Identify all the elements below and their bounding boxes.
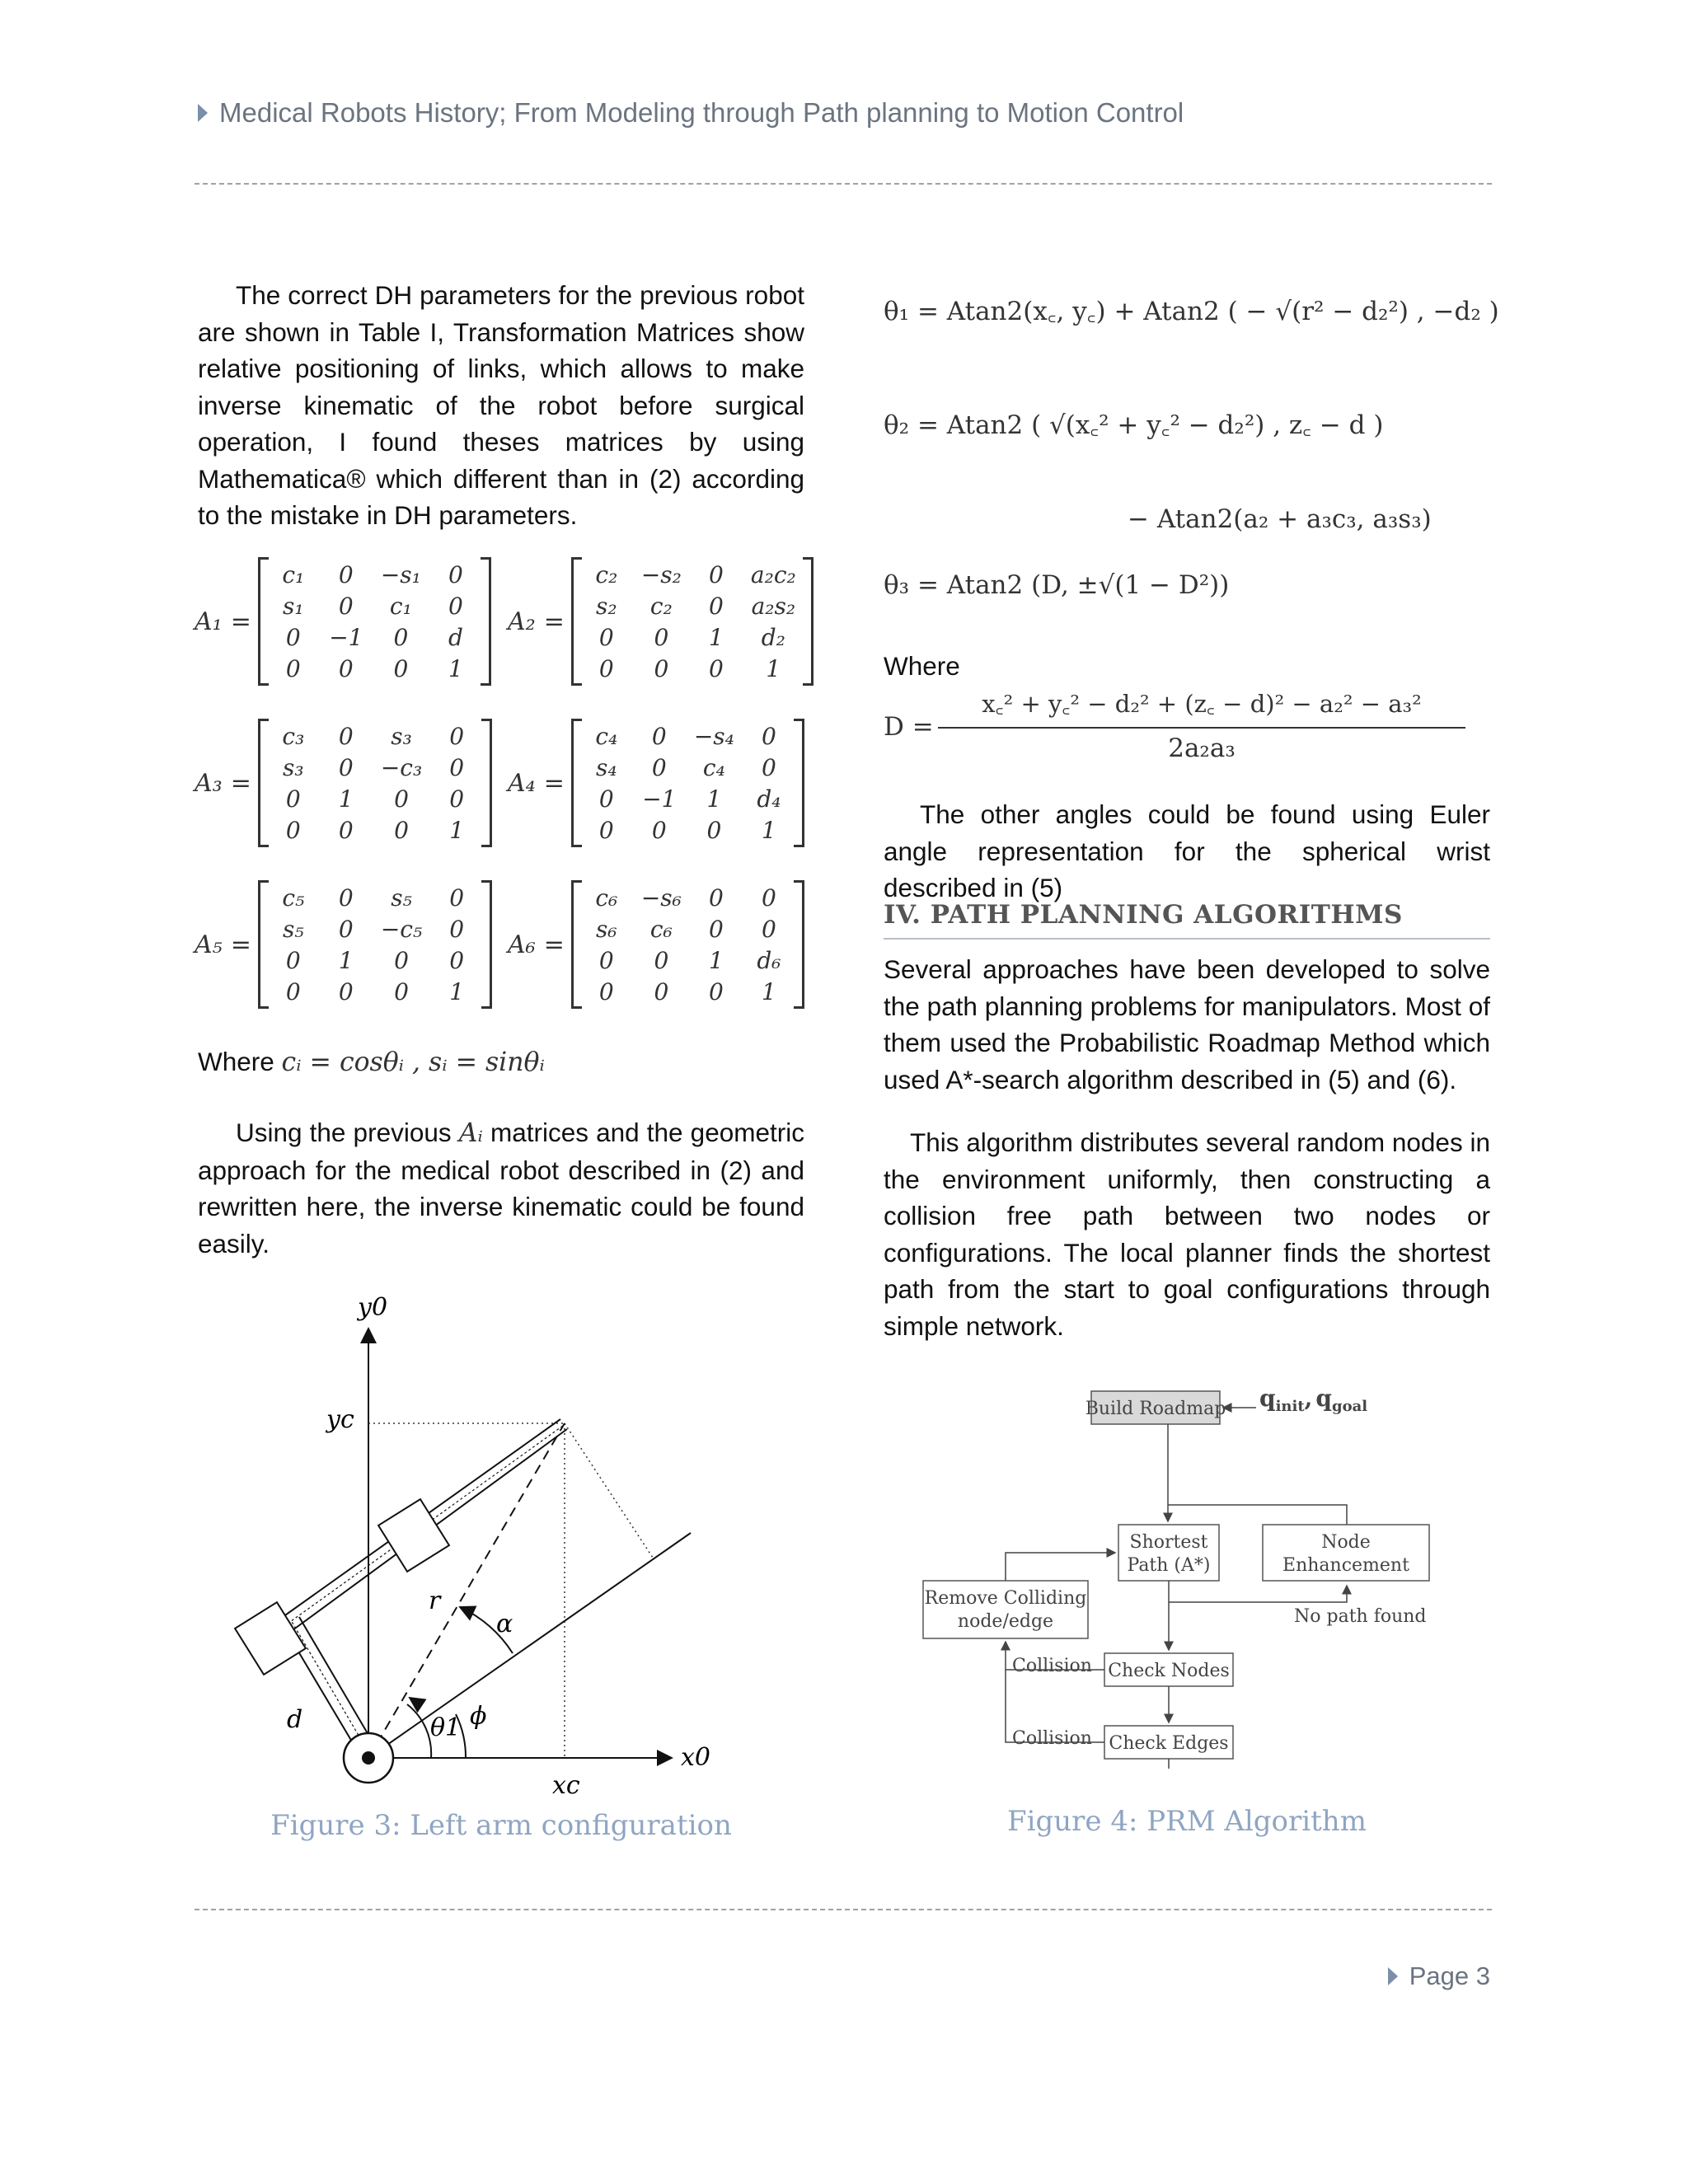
check-nodes-label: Check Nodes bbox=[1108, 1661, 1230, 1681]
matrix-name: A₁ bbox=[195, 607, 223, 636]
matrix-name: A₅ bbox=[195, 930, 223, 959]
matrix-cell: 0 bbox=[338, 816, 354, 844]
para2-start: Using the previous bbox=[236, 1118, 452, 1147]
equation-theta3: θ₃ = Atan2 (D, ±√(1 − D²)) bbox=[884, 570, 1230, 600]
matrix-cell: 0 bbox=[338, 592, 354, 620]
matrix-body bbox=[571, 557, 814, 686]
page-number-label: Page 3 bbox=[1409, 1961, 1490, 1990]
figure4-caption: Figure 4: PRM Algorithm bbox=[1007, 1805, 1367, 1838]
page-number bbox=[1388, 1961, 1490, 1991]
matrix-cell: 0 bbox=[651, 722, 667, 750]
matrix-cell: −s₄ bbox=[693, 722, 734, 750]
equation-theta2-tail: − Atan2(a₂ + a₃c₃, a₃s₃) bbox=[1128, 504, 1432, 534]
section-heading: IV. PATH PLANNING ALGORITHMS bbox=[884, 900, 1490, 940]
matrix-cell: 0 bbox=[654, 623, 669, 651]
matrix-cell: 0 bbox=[393, 654, 409, 682]
matrix-cell: 0 bbox=[598, 816, 614, 844]
equals-sign: = bbox=[230, 607, 251, 636]
matrix-cell: −s₂ bbox=[640, 560, 682, 588]
collision-label-1: Collision bbox=[1012, 1656, 1092, 1676]
matrix-cell: 1 bbox=[448, 654, 463, 682]
label-y0: y0 bbox=[358, 1293, 388, 1322]
matrix-cell: 1 bbox=[761, 816, 776, 844]
matrix-body bbox=[571, 719, 804, 847]
matrix-cell: 1 bbox=[708, 946, 724, 974]
label-d: d bbox=[287, 1705, 303, 1734]
matrix-cell: −1 bbox=[642, 785, 677, 813]
matrix-body bbox=[258, 557, 491, 686]
paragraph-path-planning: Several approaches have been developed to solve the path planning problems for manipulators. Most of them used the Probabilistic Roadmap Method which used A*-search algorithm described in (5) and (6). bbox=[884, 954, 1490, 1094]
matrix-cell: 0 bbox=[393, 623, 409, 651]
matrix-cell: 0 bbox=[761, 915, 776, 943]
label-r: r bbox=[429, 1586, 441, 1615]
node-label-1: Node bbox=[1321, 1532, 1371, 1553]
matrix-cell: 1 bbox=[706, 785, 722, 813]
matrix-cell: 0 bbox=[338, 560, 354, 588]
where-definition bbox=[198, 1043, 804, 1081]
where-label-right: Where bbox=[884, 651, 960, 681]
running-header bbox=[198, 97, 1184, 129]
matrix-cell: 0 bbox=[449, 946, 465, 974]
matrix-cell: s₁ bbox=[283, 592, 304, 620]
matrix-5 bbox=[195, 880, 492, 1009]
matrix-cell: 0 bbox=[654, 977, 669, 1005]
matrix-cell: 0 bbox=[285, 977, 301, 1005]
matrix-cell: 0 bbox=[654, 654, 669, 682]
matrix-cell: 0 bbox=[761, 883, 776, 912]
equals-sign: = bbox=[230, 930, 251, 959]
matrix-cell: 0 bbox=[285, 785, 301, 813]
joint-box-lower bbox=[235, 1602, 306, 1675]
matrix-cell: 0 bbox=[448, 592, 463, 620]
matrix-body bbox=[258, 719, 492, 847]
header-divider bbox=[195, 183, 1492, 185]
paragraph-prm: This algorithm distributes several random nodes in the environment uniformly, then constructing a collision free path between two nodes or configurations. The local planner finds the shortest path from the start to goal configurations through simple network. bbox=[884, 1127, 1490, 1341]
equals-sign: = bbox=[543, 768, 565, 798]
equals-sign: = bbox=[543, 607, 565, 636]
matrix-cell: 0 bbox=[394, 785, 409, 813]
ai-symbol: Aᵢ bbox=[458, 1118, 483, 1148]
matrix-cell: 0 bbox=[708, 592, 724, 620]
matrix-cell: 0 bbox=[654, 946, 669, 974]
matrix-cell: 0 bbox=[394, 816, 409, 844]
matrix-cell: c₃ bbox=[282, 722, 305, 750]
label-x0: x0 bbox=[681, 1743, 711, 1772]
matrix-cell: 0 bbox=[708, 560, 724, 588]
matrix-cell: 1 bbox=[338, 946, 354, 974]
matrix-cell: d₂ bbox=[761, 623, 785, 651]
matrix-cell: 0 bbox=[394, 977, 409, 1005]
matrix-cell: s₃ bbox=[283, 753, 304, 781]
label-phi: ϕ bbox=[470, 1702, 487, 1731]
d-lhs: D = bbox=[884, 712, 934, 742]
shortest-label-1: Shortest bbox=[1129, 1532, 1208, 1553]
matrix-cell: −s₁ bbox=[380, 560, 421, 588]
matrix-cell: c₄ bbox=[595, 722, 618, 750]
matrix-6 bbox=[508, 880, 804, 1009]
matrix-cell: 0 bbox=[449, 883, 465, 912]
matrix-cell: s₄ bbox=[596, 753, 617, 781]
equation-theta1: θ₁ = Atan2(x꜀, y꜀) + Atan2 ( − √(r² − d₂²) , −d₂ ) bbox=[884, 297, 1499, 326]
para2-end: matrices and the geometric approach for the medical robot described in (2) and rewritten here, the inverse kinematic could be found easily. bbox=[198, 1118, 804, 1258]
figure3-caption: Figure 3: Left arm configuration bbox=[270, 1809, 732, 1842]
label-theta1: θ1 bbox=[430, 1713, 462, 1742]
d-numerator: x꜀² + y꜀² − d₂² + (z꜀ − d)² − a₂² − a₃² bbox=[982, 690, 1422, 718]
footer-triangle-icon bbox=[1388, 1967, 1398, 1985]
matrix-cell: −1 bbox=[329, 623, 363, 651]
matrix-cell: 0 bbox=[598, 977, 614, 1005]
matrix-cell: a₂c₂ bbox=[750, 560, 796, 588]
matrix-cell: s₃ bbox=[391, 722, 412, 750]
matrix-cell: 0 bbox=[761, 722, 776, 750]
collision-label-2: Collision bbox=[1012, 1728, 1092, 1749]
matrix-cell: c₂ bbox=[595, 560, 618, 588]
d-denominator: 2a₂a₃ bbox=[1168, 733, 1236, 763]
matrix-1 bbox=[195, 557, 491, 686]
matrix-cell: 0 bbox=[338, 977, 354, 1005]
phi-line bbox=[368, 1533, 691, 1758]
no-path-found-label: No path found bbox=[1294, 1606, 1427, 1627]
matrix-cell: c₄ bbox=[702, 753, 725, 781]
matrix-cell: s₆ bbox=[596, 915, 617, 943]
matrix-cell: 0 bbox=[285, 623, 301, 651]
matrix-cell: 0 bbox=[449, 915, 465, 943]
theta1-arc bbox=[407, 1704, 431, 1758]
matrix-cell: 0 bbox=[708, 915, 724, 943]
build-roadmap-label: Build Roadmap bbox=[1085, 1399, 1226, 1419]
matrix-name: A₃ bbox=[195, 768, 223, 798]
matrix-cell: c₂ bbox=[649, 592, 673, 620]
matrix-cell: 0 bbox=[708, 977, 724, 1005]
matrix-cell: −c₃ bbox=[380, 753, 423, 781]
matrix-cell: d bbox=[448, 623, 463, 651]
matrix-cell: 1 bbox=[449, 816, 465, 844]
paragraph-euler: The other angles could be found using Euler angle representation for the spherical wrist described in (5) bbox=[884, 799, 1490, 902]
matrix-cell: 0 bbox=[708, 883, 724, 912]
equals-sign: = bbox=[230, 768, 251, 798]
matrix-name: A₂ bbox=[508, 607, 536, 636]
footer-divider bbox=[195, 1909, 1492, 1910]
matrix-cell: d₆ bbox=[757, 946, 781, 974]
transformation-matrices bbox=[195, 557, 821, 1019]
matrix-4 bbox=[508, 719, 804, 847]
matrix-cell: d₄ bbox=[757, 785, 781, 813]
joint-box-upper bbox=[378, 1499, 449, 1572]
matrix-cell: 0 bbox=[285, 816, 301, 844]
r-line bbox=[368, 1423, 565, 1758]
label-yc: yc bbox=[326, 1405, 354, 1434]
figure4-prm-flowchart bbox=[917, 1375, 1444, 1770]
matrix-name: A₆ bbox=[508, 930, 536, 959]
matrix-cell: c₆ bbox=[649, 915, 673, 943]
matrix-cell: 0 bbox=[708, 654, 724, 682]
matrix-cell: 0 bbox=[338, 883, 354, 912]
qinit-label: $q_{init}$, $q_{goal}$ bbox=[1259, 1385, 1368, 1415]
matrix-cell: 1 bbox=[708, 623, 724, 651]
shortest-label-2: Path (A*) bbox=[1127, 1555, 1211, 1576]
matrix-cell: 0 bbox=[338, 915, 354, 943]
matrix-cell: 0 bbox=[449, 722, 465, 750]
matrix-cell: c₆ bbox=[595, 883, 618, 912]
matrix-cell: c₅ bbox=[282, 883, 305, 912]
matrix-cell: 0 bbox=[449, 785, 465, 813]
matrix-cell: 0 bbox=[285, 654, 301, 682]
matrix-cell: s₅ bbox=[391, 883, 412, 912]
matrix-name: A₄ bbox=[508, 768, 536, 798]
figure3-left-arm-diagram bbox=[223, 1286, 717, 1813]
matrix-cell: 1 bbox=[449, 977, 465, 1005]
remove-label-2: node/edge bbox=[957, 1611, 1054, 1632]
matrix-cell: c₁ bbox=[389, 592, 412, 620]
matrix-cell: 0 bbox=[651, 753, 667, 781]
perp-projection bbox=[565, 1423, 653, 1558]
matrix-cell: 0 bbox=[706, 816, 722, 844]
matrix-cell: 0 bbox=[394, 946, 409, 974]
header-title: Medical Robots History; From Modeling through Path planning to Motion Control bbox=[219, 97, 1184, 128]
matrix-cell: s₂ bbox=[596, 592, 617, 620]
matrix-cell: 0 bbox=[598, 623, 614, 651]
matrix-3 bbox=[195, 719, 492, 847]
matrix-cell: 0 bbox=[338, 722, 354, 750]
equation-D bbox=[884, 687, 1490, 778]
equals-sign: = bbox=[543, 930, 565, 959]
matrix-cell: 0 bbox=[338, 753, 354, 781]
matrix-cell: 0 bbox=[761, 753, 776, 781]
matrix-cell: −s₆ bbox=[640, 883, 682, 912]
matrix-cell: a₂s₂ bbox=[751, 592, 796, 620]
matrix-cell: 1 bbox=[338, 785, 354, 813]
matrix-cell: 0 bbox=[285, 946, 301, 974]
matrix-cell: 0 bbox=[449, 753, 465, 781]
equation-theta2: θ₂ = Atan2 ( √(x꜀² + y꜀² − d₂²) , z꜀ − d ) bbox=[884, 410, 1384, 440]
check-edges-label: Check Edges bbox=[1109, 1733, 1229, 1754]
matrix-cell: s₅ bbox=[283, 915, 304, 943]
matrix-2 bbox=[508, 557, 814, 686]
matrix-body bbox=[571, 880, 804, 1009]
label-xc: xc bbox=[552, 1771, 580, 1800]
matrix-body bbox=[258, 880, 492, 1009]
matrix-cell: −c₅ bbox=[380, 915, 423, 943]
matrix-cell: 1 bbox=[766, 654, 781, 682]
matrix-cell: 0 bbox=[598, 785, 614, 813]
header-triangle-icon bbox=[198, 104, 208, 122]
remove-label-1: Remove Colliding bbox=[924, 1588, 1087, 1609]
matrix-cell: 0 bbox=[651, 816, 667, 844]
label-alpha: α bbox=[496, 1610, 513, 1638]
matrix-cell: c₁ bbox=[282, 560, 305, 588]
matrix-cell: 0 bbox=[448, 560, 463, 588]
paragraph-inverse-kinematic bbox=[198, 1114, 804, 1262]
matrix-cell: 0 bbox=[598, 946, 614, 974]
node-label-2: Enhancement bbox=[1282, 1555, 1409, 1576]
cs-definition: cᵢ = cosθᵢ , sᵢ = sinθᵢ bbox=[281, 1047, 545, 1077]
matrix-cell: 0 bbox=[598, 654, 614, 682]
matrix-cell: 1 bbox=[761, 977, 776, 1005]
matrix-cell: 0 bbox=[338, 654, 354, 682]
paragraph-dh-intro: The correct DH parameters for the previous robot are shown in Table I, Transformation Matrices show relative positioning of links, which allows to make inverse kinematic of the robot before surgical operation, I found theses matrices by using Mathematica® which different than in (2) according to the mistake in DH parameters. bbox=[198, 280, 804, 530]
where-label: Where bbox=[198, 1047, 274, 1076]
